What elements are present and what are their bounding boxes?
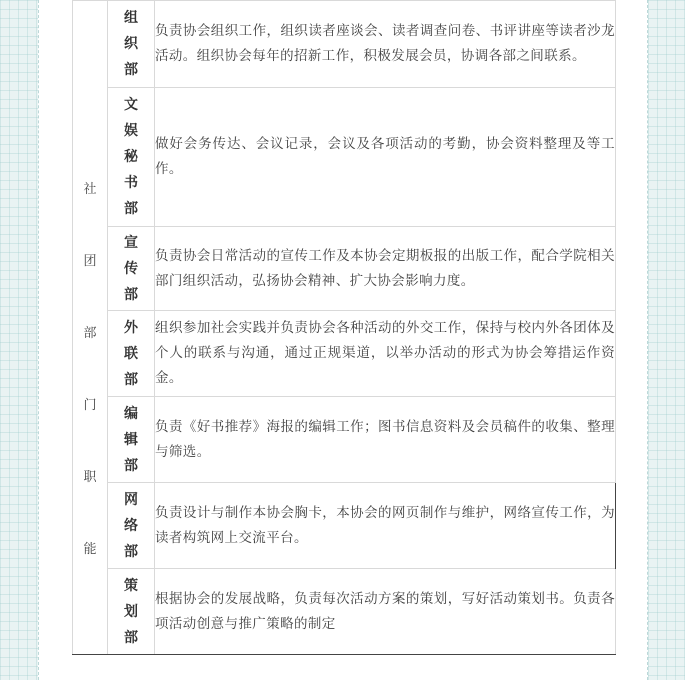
department-name: 网络部 (124, 491, 138, 560)
department-name-cell (108, 1, 155, 88)
department-name: 文娱秘书部 (124, 97, 138, 217)
department-name: 外联部 (124, 319, 138, 388)
table-row (73, 397, 616, 483)
department-name-cell (108, 88, 155, 227)
department-description: 负责设计与制作本协会胸卡，本协会的网页制作与维护，网络宣传工作，为读者构筑网上交流平台。 (155, 483, 616, 569)
department-description: 组织参加社会实践并负责协会各种活动的外交工作，保持与校内外各团体及个人的联系与沟通，通过正规渠道，以举办活动的形式为协会筹措运作资金。 (155, 311, 616, 397)
table-row (73, 1, 616, 88)
department-duties-table (72, 0, 616, 655)
department-name: 编辑部 (124, 405, 138, 474)
table-row (73, 569, 616, 655)
department-description: 做好会务传达、会议记录，会议及各项活动的考勤，协会资料整理及等工作。 (155, 88, 616, 227)
department-name: 组织部 (124, 10, 138, 78)
document-page (38, 0, 648, 680)
section-label-cell (73, 1, 108, 655)
department-name-cell (108, 397, 155, 483)
department-name-cell (108, 483, 155, 569)
table-row (73, 227, 616, 311)
table-row (73, 311, 616, 397)
department-description: 负责协会日常活动的宣传工作及本协会定期板报的出版工作，配合学院相关部门组织活动，弘扬协会精神、扩大协会影响力度。 (155, 227, 616, 311)
table-row (73, 88, 616, 227)
table-row (73, 483, 616, 569)
department-description: 负责协会组织工作，组织读者座谈会、读者调查问卷、书评讲座等读者沙龙活动。组织协会每年的招新工作，积极发展会员，协调各部之间联系。 (155, 1, 616, 88)
department-description: 负责《好书推荐》海报的编辑工作；图书信息资料及会员稿件的收集、整理与筛选。 (155, 397, 616, 483)
department-name: 宣传部 (124, 234, 138, 303)
department-name: 策划部 (124, 577, 138, 646)
section-label: 社团部门职能 (83, 181, 97, 557)
department-description: 根据协会的发展战略，负责每次活动方案的策划，写好活动策划书。负责各项活动创意与推广策略的制定 (155, 569, 616, 655)
department-name-cell (108, 569, 155, 655)
department-name-cell (108, 227, 155, 311)
department-name-cell (108, 311, 155, 397)
